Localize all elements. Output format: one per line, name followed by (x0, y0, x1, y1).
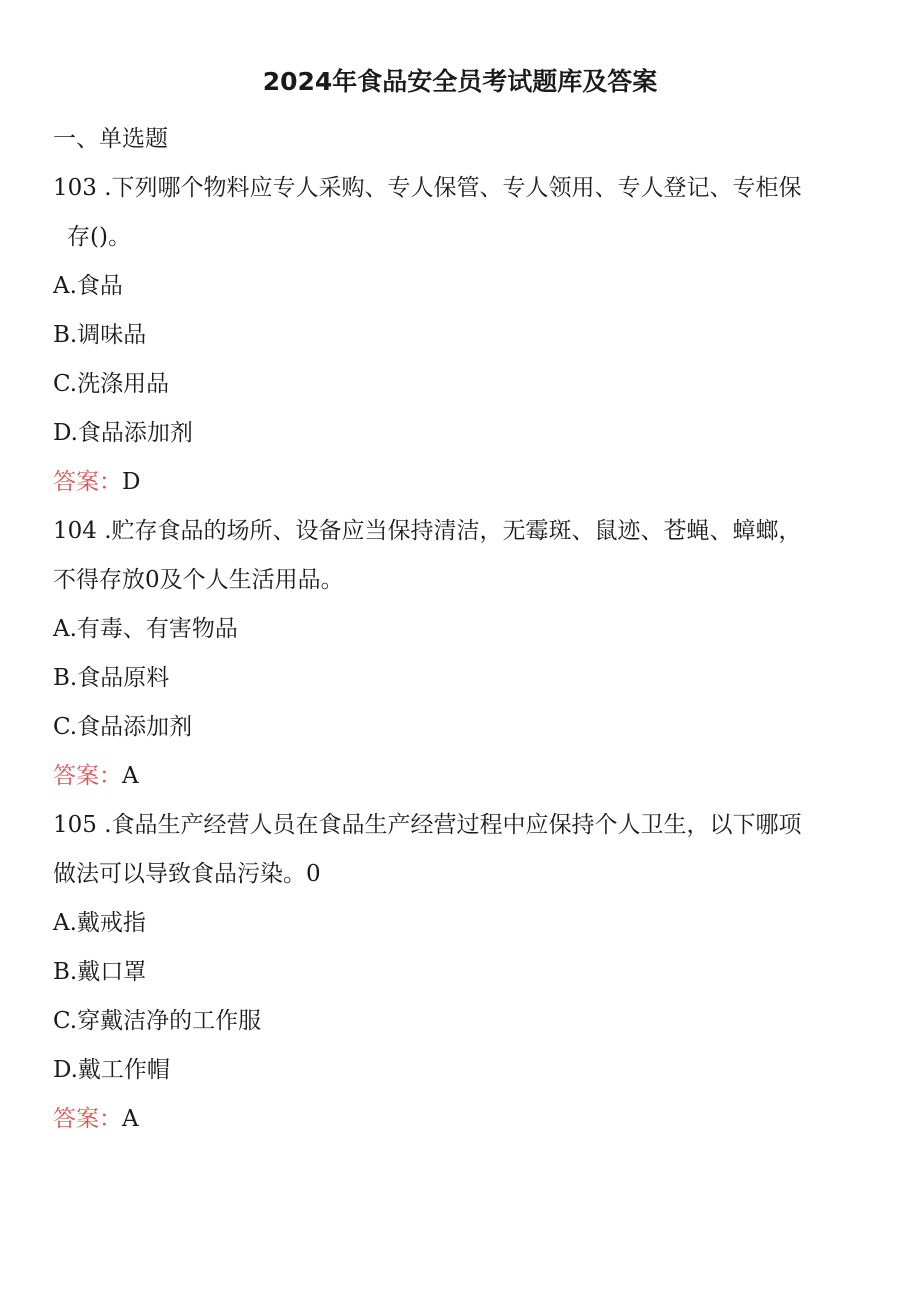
option-a: A.食品 (53, 273, 123, 299)
question-stem-line1: 103 .下列哪个物料应专人采购、专人保管、专人领用、专人登记、专柜保 (53, 175, 802, 201)
answer-value: A (122, 1106, 139, 1132)
answer-value: D (122, 469, 141, 495)
option-b: B.食品原料 (53, 665, 170, 691)
option-c: C.穿戴洁净的工作服 (53, 1008, 262, 1034)
answer-label: 答案： (53, 469, 122, 495)
question-stem-line2: 存()。 (67, 224, 131, 250)
answer-line (53, 752, 868, 801)
question-103 (53, 164, 868, 507)
answer-line (53, 1095, 868, 1144)
question-104 (53, 507, 868, 801)
document-title: 2024年食品安全员考试题库及答案 (262, 67, 658, 96)
option-a: A.戴戒指 (53, 910, 146, 936)
option-d: D.戴工作帽 (53, 1057, 170, 1083)
option-d: D.食品添加剂 (53, 420, 193, 446)
question-stem-line1: 104 .贮存食品的场所、设备应当保持清洁，无霉斑、鼠迹、苍蝇、蟑螂， (53, 518, 802, 544)
answer-label: 答案： (53, 1106, 122, 1132)
option-b: B.戴口罩 (53, 959, 147, 985)
answer-label: 答案： (53, 763, 122, 789)
answer-value: A (122, 763, 139, 789)
option-b: B.调味品 (53, 322, 147, 348)
section-heading: 一、单选题 (53, 126, 168, 152)
question-stem-line2: 不得存放0及个人生活用品。 (53, 567, 344, 593)
question-stem-line2: 做法可以导致食品污染。0 (53, 861, 321, 887)
option-a: A.有毒、有害物品 (53, 616, 238, 642)
question-105 (53, 801, 868, 1144)
option-c: C.食品添加剂 (53, 714, 193, 740)
answer-line (53, 458, 868, 507)
question-stem-line1: 105 .食品生产经营人员在食品生产经营过程中应保持个人卫生，以下哪项 (53, 812, 802, 838)
option-c: C.洗涤用品 (53, 371, 170, 397)
document-body (53, 115, 868, 1144)
